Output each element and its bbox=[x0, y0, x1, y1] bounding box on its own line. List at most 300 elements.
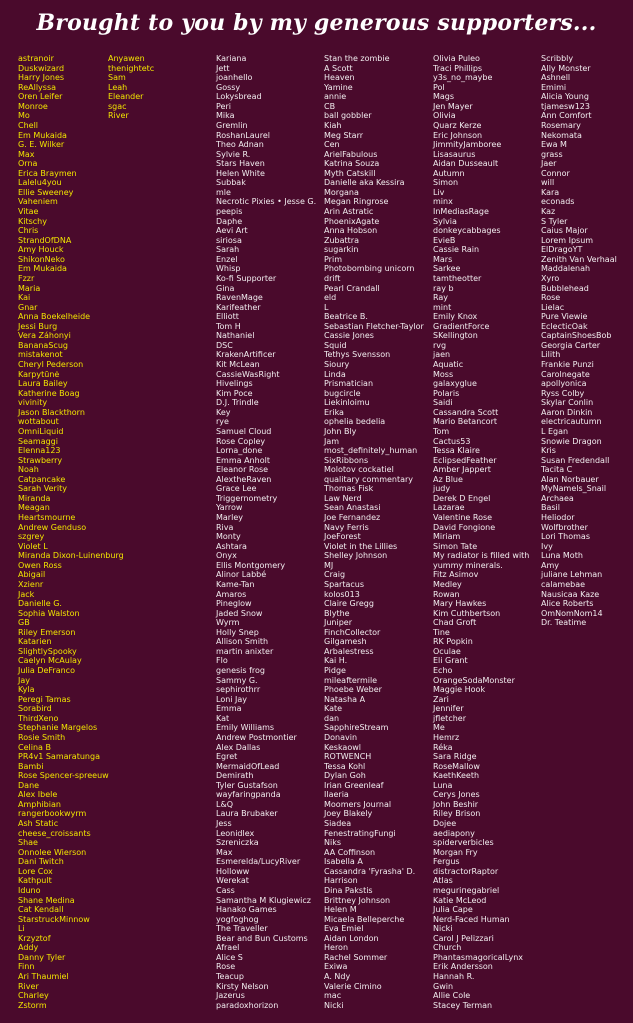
supporter-name: Rowan bbox=[433, 589, 460, 599]
supporter-name: Lalelu4you bbox=[18, 178, 62, 188]
supporter-name: Eli Grant bbox=[433, 656, 468, 666]
supporter-name: Sean Anastasi bbox=[324, 503, 381, 513]
supporter-name: Arbalestress bbox=[324, 646, 374, 656]
supporter-name: ShikonNeko bbox=[18, 254, 65, 264]
supporter-name: Krzyztof bbox=[18, 933, 51, 943]
supporter-name: Miriam bbox=[433, 532, 461, 542]
supporter-name: Harry Jones bbox=[18, 73, 65, 83]
supporter-name: Mary Hawkes bbox=[433, 599, 487, 609]
supporter-name: Key bbox=[216, 407, 231, 417]
supporter-name: MermaidOfLead bbox=[216, 761, 280, 771]
supporter-name: BananaScug bbox=[18, 340, 68, 350]
supporter-name: Mika bbox=[216, 111, 235, 121]
supporter-name: Eleander bbox=[108, 92, 144, 102]
supporter-name: Sarah bbox=[216, 245, 240, 255]
supporter-name: Simon bbox=[433, 178, 459, 188]
supporter-name: Anna Hobson bbox=[324, 226, 378, 236]
supporter-name: Nausicaa Kaze bbox=[541, 589, 600, 599]
supporter-name: MJ bbox=[324, 560, 334, 570]
supporter-name: Kiah bbox=[324, 120, 342, 130]
supporter-name: Morgan Fry bbox=[433, 847, 478, 857]
supporter-name: JoeForest bbox=[324, 532, 361, 542]
supporter-name: yummy minerals. bbox=[433, 560, 503, 570]
supporter-name: Amy bbox=[541, 560, 559, 570]
supporter-name: Kitschy bbox=[18, 216, 47, 226]
supporter-name: Stan the zombie bbox=[324, 54, 390, 63]
supporter-name: Keskaowl bbox=[324, 742, 361, 752]
supporter-name: Luna Moth bbox=[541, 551, 583, 561]
supporter-name: Molotov cockatiel bbox=[324, 465, 394, 475]
supporter-column-6 bbox=[541, 54, 631, 628]
supporter-name: John Bly bbox=[324, 426, 357, 436]
supporter-name: ROTWENCH bbox=[324, 752, 372, 762]
supporter-name: Gossy bbox=[216, 82, 241, 92]
supporter-name: Brittney Johnson bbox=[324, 895, 391, 905]
supporter-name: Jaded Snow bbox=[216, 608, 263, 618]
supporter-name: tjamesw123 bbox=[541, 101, 590, 111]
supporter-name: Pearl Crandall bbox=[324, 283, 380, 293]
supporter-name: Exiwa bbox=[324, 962, 348, 972]
supporter-name: Katrina Souza bbox=[324, 159, 380, 169]
supporter-name: Catpancake bbox=[18, 474, 66, 484]
supporter-name: Cassandra Scott bbox=[433, 407, 499, 417]
supporter-name: SlightlySpooky bbox=[18, 646, 77, 656]
supporter-name: Eva Emiel bbox=[324, 924, 364, 934]
supporter-name: Grace Lee bbox=[216, 484, 257, 494]
supporter-name: Juniper bbox=[324, 618, 353, 628]
supporter-name: Noah bbox=[18, 465, 39, 475]
supporter-name: Katie McLeod bbox=[433, 895, 487, 905]
supporter-name: distractorRaptor bbox=[433, 866, 499, 876]
supporter-name: Owen Ross bbox=[18, 560, 62, 570]
supporter-name: Gwin bbox=[433, 981, 454, 991]
supporter-name: apollyonica bbox=[541, 379, 587, 389]
supporter-name: thenightetc bbox=[108, 63, 155, 73]
supporter-name: Nicki bbox=[433, 924, 453, 934]
supporter-name: Autumn bbox=[433, 168, 465, 178]
supporter-name: rye bbox=[216, 417, 229, 427]
supporter-name: Spartacus bbox=[324, 579, 365, 589]
supporter-name: Joey Blakely bbox=[324, 809, 373, 819]
supporter-name: Addy bbox=[18, 943, 39, 953]
supporter-name: EvieB bbox=[433, 235, 456, 245]
supporter-name: mileaftermile bbox=[324, 675, 378, 685]
supporter-name: jaen bbox=[433, 350, 451, 360]
supporter-name: Enzel bbox=[216, 254, 238, 264]
supporter-name: Dojee bbox=[433, 819, 457, 828]
supporter-name: Megan Ringrose bbox=[324, 197, 389, 207]
supporter-name: Ashnell bbox=[541, 73, 571, 83]
supporter-name: Natasha A bbox=[324, 694, 366, 704]
supporter-name: Em Mukaida bbox=[18, 264, 67, 274]
supporter-name: JimmityJamboree bbox=[433, 140, 502, 150]
supporter-name: Chad Groft bbox=[433, 618, 477, 628]
supporter-column-3 bbox=[216, 54, 320, 1010]
supporter-name: Ashtara bbox=[216, 541, 247, 551]
supporter-name: cheese_croissants bbox=[18, 828, 91, 838]
supporter-name: RoseMallow bbox=[433, 761, 480, 771]
supporter-name: Oculae bbox=[433, 646, 461, 656]
supporter-name: Me bbox=[433, 723, 445, 733]
supporter-name: CassieWasRight bbox=[216, 369, 280, 379]
supporter-name: judy bbox=[433, 484, 451, 494]
supporter-name: electricautumn bbox=[541, 417, 602, 427]
supporter-name: Onnolee Wierson bbox=[18, 847, 87, 857]
supporter-name: Claire Gregg bbox=[324, 599, 374, 609]
supporter-name: Liv bbox=[433, 187, 445, 197]
supporter-name: grass bbox=[541, 149, 563, 159]
supporter-name: Quarz Kerze bbox=[433, 120, 482, 130]
supporter-name: mac bbox=[324, 991, 342, 1001]
supporter-name: Atlas bbox=[433, 876, 453, 886]
supporter-name: Cat Kendall bbox=[18, 905, 64, 915]
supporter-name: Elenna123 bbox=[18, 446, 61, 456]
supporter-name: Valentine Rose bbox=[433, 513, 493, 522]
supporter-name: Kyla bbox=[18, 685, 35, 695]
supporter-name: Allison Smith bbox=[216, 637, 269, 647]
supporter-name: Kim Poce bbox=[216, 388, 253, 398]
supporter-name: Kris bbox=[541, 446, 556, 456]
supporter-name: Kai H. bbox=[324, 656, 348, 666]
supporter-name: Ryss Colby bbox=[541, 388, 585, 398]
supporter-name: Shane Medina bbox=[18, 895, 75, 905]
supporter-name: Helen M bbox=[324, 905, 357, 915]
supporter-name: Kathpult bbox=[18, 876, 52, 886]
supporter-name: Xzienr bbox=[18, 579, 44, 589]
supporter-name: Chris bbox=[18, 226, 39, 236]
supporter-name: y3s_no_maybe bbox=[433, 73, 493, 83]
supporter-name: Blythe bbox=[324, 608, 350, 618]
supporter-name: Mario Betancort bbox=[433, 417, 497, 427]
supporter-name: Lielac bbox=[541, 302, 565, 312]
supporter-name: Fergus bbox=[433, 857, 460, 867]
supporter-name: Monty bbox=[216, 532, 241, 542]
supporter-name: Violet in the Lillies bbox=[324, 541, 398, 551]
supporter-name: Whisp bbox=[216, 264, 241, 274]
supporter-name: Holly Snep bbox=[216, 627, 259, 637]
supporter-name: Eleanor Rose bbox=[216, 465, 269, 475]
supporter-name: Necrotic Pixies • Jesse G. bbox=[216, 197, 317, 207]
supporter-name: galaxyglue bbox=[433, 379, 477, 389]
supporter-name: Triggernometry bbox=[216, 493, 278, 503]
supporter-name: Archaea bbox=[541, 493, 574, 503]
supporter-name: Julia DeFranco bbox=[18, 666, 75, 675]
supporter-name: most_definitely_human bbox=[324, 446, 418, 456]
supporter-name: Cerys Jones bbox=[433, 790, 480, 800]
supporter-name: Meg Starr bbox=[324, 130, 363, 140]
supporter-name: Riva bbox=[216, 522, 234, 532]
supporter-name: Stephanie Margelos bbox=[18, 723, 98, 733]
supporter-name: Micaela Belleperche bbox=[324, 914, 405, 924]
supporter-name: Niks bbox=[324, 838, 342, 848]
supporter-name: StrandOfDNA bbox=[18, 235, 72, 245]
supporter-name: L Egan bbox=[541, 426, 569, 436]
supporter-name: Isabella A bbox=[324, 857, 363, 867]
supporter-name: Kirsty Nelson bbox=[216, 981, 269, 991]
supporter-name: Aidan Dusseault bbox=[433, 159, 499, 169]
supporter-name: Fitz Asimov bbox=[433, 570, 479, 580]
supporter-name: L bbox=[324, 302, 329, 312]
supporter-name: Thomas Fisk bbox=[324, 484, 374, 494]
supporter-name: Laura Brubaker bbox=[216, 809, 278, 819]
supporter-name: szgrey bbox=[18, 532, 45, 542]
supporter-name: Pineglow bbox=[216, 599, 252, 609]
supporter-name: Katarien bbox=[18, 637, 52, 647]
supporter-name: Karifeather bbox=[216, 302, 261, 312]
supporter-name: Ari Thaumiel bbox=[18, 972, 69, 981]
supporter-name: Heron bbox=[324, 943, 349, 953]
supporter-name: Kate bbox=[324, 704, 343, 714]
supporter-name: Emimi bbox=[541, 82, 567, 92]
supporter-name: Celina B bbox=[18, 742, 51, 752]
supporter-name: Sam bbox=[108, 73, 126, 83]
supporter-name: Cassie Jones bbox=[324, 331, 374, 341]
supporter-name: Strawberry bbox=[18, 455, 63, 465]
supporter-name: Daphe bbox=[216, 216, 243, 226]
supporter-name: Esmerelda/LucyRiver bbox=[216, 857, 301, 867]
supporter-name: Danny Tyler bbox=[18, 952, 66, 962]
supporter-name: Monroe bbox=[18, 101, 48, 111]
supporter-name: Jett bbox=[216, 63, 230, 73]
supporter-name: Onyx bbox=[216, 551, 237, 561]
supporter-name: Cheryl Pederson bbox=[18, 360, 84, 369]
supporter-name: AlexthеRaven bbox=[216, 474, 272, 484]
supporter-name: Phoebe Weber bbox=[324, 685, 382, 695]
supporter-name: Tacita C bbox=[541, 465, 573, 475]
supporter-name: Lorna_done bbox=[216, 446, 263, 456]
supporter-name: Kat bbox=[216, 713, 230, 723]
supporter-name: Lore Cox bbox=[18, 866, 53, 876]
supporter-name: Sarah Verity bbox=[18, 484, 67, 494]
supporter-name: Tine bbox=[433, 627, 450, 637]
supporter-name: Marley bbox=[216, 513, 243, 522]
supporter-name: Samuel Cloud bbox=[216, 426, 272, 436]
supporter-name: A. Ndy bbox=[324, 972, 351, 981]
supporter-name: Jessi Burg bbox=[18, 321, 58, 331]
supporter-name: Bambi bbox=[18, 761, 44, 771]
supporter-name: Bubblehead bbox=[541, 283, 589, 293]
supporter-name: Irian Greenleaf bbox=[324, 780, 384, 790]
supporter-name: Leah bbox=[108, 82, 128, 92]
supporter-name: OmniLiquid bbox=[18, 426, 64, 436]
supporter-name: Alice S bbox=[216, 952, 243, 962]
supporter-name: Tethys Svensson bbox=[324, 350, 391, 360]
supporter-name: River bbox=[108, 111, 129, 121]
supporter-name: Julia Cape bbox=[433, 905, 473, 915]
supporter-name: Law Nerd bbox=[324, 493, 362, 503]
supporter-name: EclipsedFeather bbox=[433, 455, 497, 465]
supporter-name: KaethKeeth bbox=[433, 771, 480, 781]
supporter-name: Charley bbox=[18, 991, 49, 1001]
supporter-name: Dr. Teatime bbox=[541, 618, 587, 628]
supporter-name: Gnar bbox=[18, 302, 38, 312]
supporter-name: Samantha M Klugiewicz bbox=[216, 895, 311, 905]
supporter-name: Allie Cole bbox=[433, 991, 471, 1001]
supporter-name: Stacey Terman bbox=[433, 1000, 493, 1010]
supporter-name: Ash Static bbox=[18, 819, 59, 828]
supporter-name: Jess bbox=[216, 819, 232, 828]
supporter-name: dan bbox=[324, 713, 340, 723]
supporter-name: Miranda bbox=[18, 493, 51, 503]
supporter-name: Werekat bbox=[216, 876, 249, 886]
supporter-name: Maggie Hook bbox=[433, 685, 486, 695]
supporter-name: Anyawen bbox=[108, 54, 145, 63]
supporter-name: Em Mukaida bbox=[18, 130, 67, 140]
supporter-name: SKellington bbox=[433, 331, 478, 341]
supporter-name: Olivia bbox=[433, 111, 456, 121]
supporter-column-4 bbox=[324, 54, 432, 1010]
supporter-name: Pol bbox=[433, 82, 445, 92]
supporter-name: siriosa bbox=[216, 235, 242, 245]
supporter-name: Alan Norbauer bbox=[541, 474, 599, 484]
supporter-name: Zenith Van Verhaal bbox=[541, 254, 617, 264]
supporter-name: Nekomata bbox=[541, 130, 582, 140]
supporter-name: Ellie Sweeney bbox=[18, 187, 74, 197]
supporter-name: Tyler Gustafson bbox=[216, 780, 278, 790]
supporter-name: Dani Twitch bbox=[18, 857, 64, 867]
supporter-name: L&Q bbox=[216, 799, 233, 809]
supporter-name: jfletcher bbox=[433, 713, 466, 723]
supporter-name: spiderverbicles bbox=[433, 838, 494, 848]
supporter-name: Alice Roberts bbox=[541, 599, 594, 609]
supporter-name: PR4v1 Samaratunga bbox=[18, 752, 100, 762]
supporter-name: Rosemary bbox=[541, 120, 581, 130]
supporter-name: sugarkin bbox=[324, 245, 359, 255]
supporter-name: Zari bbox=[433, 694, 449, 704]
supporter-name: Amy Houck bbox=[18, 245, 64, 255]
supporter-name: Lorem Ipsum bbox=[541, 235, 594, 245]
supporter-name: Erica Braymen bbox=[18, 168, 77, 178]
supporter-name: Ewa M bbox=[541, 140, 567, 150]
supporter-name: Nicki bbox=[324, 1000, 344, 1010]
supporter-name: The Traveller bbox=[216, 924, 268, 934]
supporter-name: Chell bbox=[18, 120, 39, 130]
supporter-name: Rose Spencer-spreeuw bbox=[18, 771, 109, 781]
supporter-name: Nathaniel bbox=[216, 331, 255, 341]
supporter-name: Aquatic bbox=[433, 360, 464, 369]
supporter-name: PhoenixAgate bbox=[324, 216, 380, 226]
supporter-name: Vitae bbox=[18, 207, 39, 216]
supporter-name: Mags bbox=[433, 92, 455, 102]
supporter-name: Kara bbox=[541, 187, 560, 197]
supporter-name: Sioury bbox=[324, 360, 350, 369]
supporter-name: ReAllyssa bbox=[18, 82, 57, 92]
supporter-name: RoshanLaurel bbox=[216, 130, 270, 140]
supporter-name: Gina bbox=[216, 283, 235, 293]
supporter-name: Lisasaurus bbox=[433, 149, 476, 159]
supporter-name: tamtheotter bbox=[433, 273, 482, 283]
supporter-name: SixRibbons bbox=[324, 455, 369, 465]
supporter-name: Egret bbox=[216, 752, 238, 762]
supporter-name: Alex Ibele bbox=[18, 790, 58, 800]
supporter-name: Cass bbox=[216, 885, 235, 895]
supporter-name: ElDragoYT bbox=[541, 245, 583, 255]
supporter-name: CaptainShoesBob bbox=[541, 331, 612, 341]
supporter-name: Jennifer bbox=[433, 704, 464, 714]
supporter-column-2 bbox=[108, 54, 213, 121]
supporter-name: Danielle aka Kessira bbox=[324, 178, 405, 188]
supporter-name: Theo Adnan bbox=[216, 140, 264, 150]
supporter-name: Rose Copley bbox=[216, 436, 266, 446]
supporter-name: Zstorm bbox=[18, 1000, 47, 1010]
supporter-name: Carolnegate bbox=[541, 369, 590, 379]
supporter-name: Alex Dallas bbox=[216, 742, 261, 752]
supporter-name: Traci Phillips bbox=[433, 63, 483, 73]
supporter-name: Leonidlex bbox=[216, 828, 255, 838]
supporter-name: mistakenot bbox=[18, 350, 63, 360]
supporter-name: Ally Monster bbox=[541, 63, 591, 73]
supporter-name: Réka bbox=[433, 742, 453, 752]
supporter-name: Sophia Walston bbox=[18, 608, 80, 618]
supporter-name: Hanako Games bbox=[216, 905, 277, 915]
supporter-name: Peregi Tamas bbox=[18, 694, 71, 704]
supporter-name: Prim bbox=[324, 254, 342, 264]
supporter-name: Sammy G. bbox=[216, 675, 258, 685]
supporter-name: Ann Comfort bbox=[541, 111, 592, 121]
supporter-name: Jason Blackthorn bbox=[18, 407, 85, 417]
supporter-name: RK Popkin bbox=[433, 637, 473, 647]
supporter-name: Miranda Dixon-Luinenburg bbox=[18, 551, 124, 561]
supporter-name: Afrael bbox=[216, 943, 240, 953]
supporter-name: Subbak bbox=[216, 178, 246, 188]
supporter-name: Amaros bbox=[216, 589, 247, 599]
supporter-name: SapphireStream bbox=[324, 723, 389, 733]
supporter-name: Amber Jappert bbox=[433, 465, 491, 475]
supporter-name: Sebastian Fletcher-Taylor bbox=[324, 321, 424, 331]
supporter-name: ophelia bedelia bbox=[324, 417, 386, 427]
supporter-name: rvg bbox=[433, 340, 447, 350]
supporter-name: Finn bbox=[18, 962, 35, 972]
supporter-name: Helen White bbox=[216, 168, 265, 178]
supporter-name: Cassie Rain bbox=[433, 245, 480, 255]
supporter-name: Aaron Dinkin bbox=[541, 407, 593, 417]
supporter-name: Hivelings bbox=[216, 379, 253, 389]
supporter-name: Moomers Journal bbox=[324, 799, 392, 809]
supporter-name: Yarrow bbox=[216, 503, 243, 513]
supporter-name: FinchCollector bbox=[324, 627, 381, 637]
supporter-name: Andrew Postmontier bbox=[216, 732, 297, 742]
supporter-name: Caius Major bbox=[541, 226, 588, 236]
supporter-name: Az Blue bbox=[433, 474, 463, 484]
supporter-name: Rachel Sommer bbox=[324, 952, 388, 962]
supporter-name: Seamaggi bbox=[18, 436, 58, 446]
supporter-name: Dylan Goh bbox=[324, 771, 366, 781]
supporter-name: S Tyler bbox=[541, 216, 568, 226]
supporter-name: ray b bbox=[433, 283, 454, 293]
supporter-name: genesis frog bbox=[216, 666, 265, 675]
supporter-name: Jam bbox=[324, 436, 340, 446]
supporter-name: paradoxhorizon bbox=[216, 1000, 279, 1010]
supporter-name: Harrison bbox=[324, 876, 358, 886]
supporter-name: Cen bbox=[324, 140, 340, 150]
supporter-name: Li bbox=[18, 924, 25, 934]
supporter-name: Basil bbox=[541, 503, 561, 513]
supporter-name: Rosie Smith bbox=[18, 732, 66, 742]
supporter-name: Sylvia bbox=[433, 216, 457, 226]
supporter-name: DSC bbox=[216, 340, 233, 350]
supporter-name: Lilith bbox=[541, 350, 561, 360]
supporter-name: Erik Andersson bbox=[433, 962, 493, 972]
supporter-name: Kim Cuthbertson bbox=[433, 608, 501, 618]
supporter-name: ball gobbler bbox=[324, 111, 372, 121]
supporter-name: Photobombing unicorn bbox=[324, 264, 415, 274]
supporter-name: Saidi bbox=[433, 398, 453, 408]
supporter-name: PhantasmagoricalLynx bbox=[433, 952, 524, 962]
supporter-name: Beatrice B. bbox=[324, 312, 368, 322]
supporter-name: Dina Pakstis bbox=[324, 885, 373, 895]
supporter-name: Kai bbox=[18, 293, 31, 303]
page-title: Brought to you by my generous supporters... bbox=[36, 10, 597, 36]
